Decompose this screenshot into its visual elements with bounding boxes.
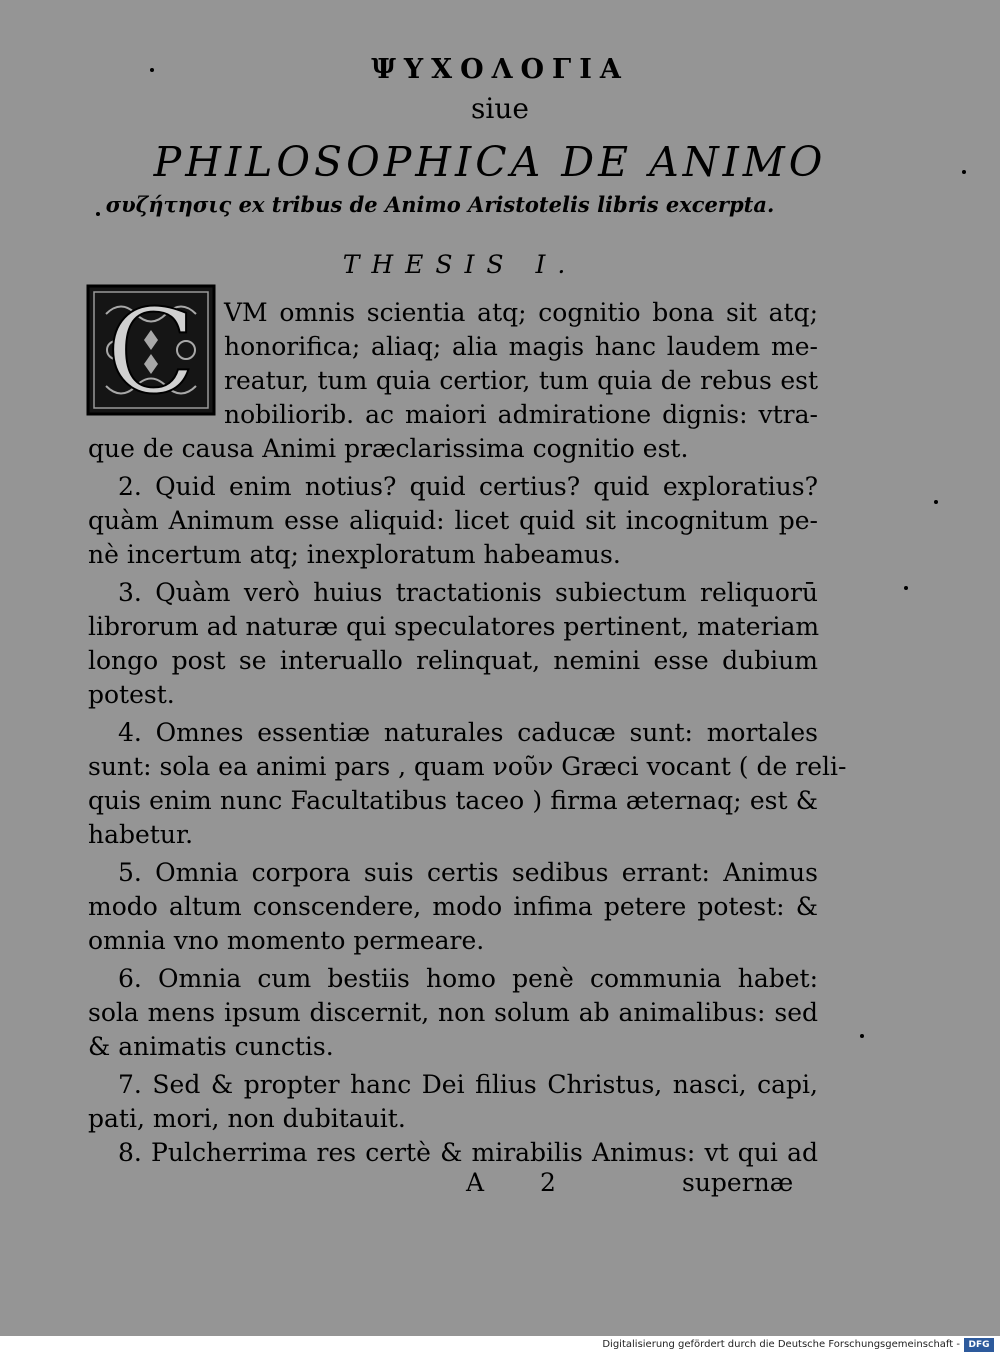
- text-line: que de causa Animi præclarissima cognitio est.: [88, 434, 689, 463]
- text-line: 4. Omnes essentiæ naturales caducæ sunt: mortales: [118, 718, 818, 747]
- text-line: sunt: sola ea animi pars , quam νοῦν Græci vocant ( de reli-: [88, 752, 847, 781]
- text-line: habetur.: [88, 820, 194, 849]
- main-title: PHILOSOPHICA DE ANIMO: [153, 138, 827, 186]
- thesis-heading: THESIS I.: [342, 250, 578, 279]
- conjunction-line: siue: [471, 92, 529, 125]
- text-line: 8. Pulcherrima res certè & mirabilis Animus: vt qui ad: [118, 1138, 818, 1167]
- text-line: librorum ad naturæ qui speculatores pertinent, materiam: [88, 612, 820, 641]
- text-line: modo altum conscendere, modo infima petere potest: &: [88, 892, 818, 921]
- digitization-footer: [0, 1336, 1000, 1354]
- ornamental-initial: [86, 284, 216, 416]
- subtitle: συζήτησις ex tribus de Animo Aristotelis libris excerpta.: [105, 192, 775, 217]
- signature-mark: A 2: [466, 1168, 580, 1197]
- text-line: nobiliorib. ac maiori admiratione dignis: vtra-: [224, 400, 818, 429]
- text-line: honorifica; aliaq; alia magis hanc laudem me-: [224, 332, 818, 361]
- text-line: reatur, tum quia certior, tum quia de rebus est: [224, 366, 818, 395]
- text-line: nè incertum atq; inexploratum habeamus.: [88, 540, 621, 569]
- text-line: VM omnis scientia atq; cognitio bona sit atq;: [224, 298, 818, 327]
- catchword: supernæ: [682, 1168, 794, 1197]
- text-line: 7. Sed & propter hanc Dei filius Christus, nasci, capi,: [118, 1070, 818, 1099]
- speck: [934, 500, 938, 504]
- text-line: sola mens ipsum discernit, non solum ab animalibus: sed: [88, 998, 818, 1027]
- text-line: 5. Omnia corpora suis certis sedibus errant: Animus: [118, 858, 818, 887]
- text-line: & animatis cunctis.: [88, 1032, 334, 1061]
- text-line: 2. Quid enim notius? quid certius? quid exploratius?: [118, 472, 818, 501]
- text-line: potest.: [88, 680, 175, 709]
- text-line: omnia vno momento permeare.: [88, 926, 485, 955]
- text-line: 3. Quàm verò huius tractationis subiectum reliquorū: [118, 578, 818, 607]
- greek-title: ΨΥΧΟΛΟΓΙΑ: [371, 54, 629, 85]
- drop-cap-letter: C: [106, 285, 196, 416]
- speck: [962, 170, 966, 174]
- text-line: pati, mori, non dubitauit.: [88, 1104, 406, 1133]
- funding-credit: Digitalisierung gefördert durch die Deutsche Forschungsgemeinschaft -: [602, 1339, 960, 1350]
- speck: [860, 1034, 864, 1038]
- dfg-logo: DFG: [964, 1338, 994, 1352]
- text-line: quàm Animum esse aliquid: licet quid sit incognitum pe-: [88, 506, 818, 535]
- text-line: longo post se interuallo relinquat, nemini esse dubium: [88, 646, 818, 675]
- speck: [150, 68, 154, 72]
- text-line: quis enim nunc Facultatibus taceo ) firma æternaq; est &: [88, 786, 818, 815]
- speck: [96, 212, 100, 216]
- speck: [904, 586, 908, 590]
- text-line: 6. Omnia cum bestiis homo penè communia habet:: [118, 964, 818, 993]
